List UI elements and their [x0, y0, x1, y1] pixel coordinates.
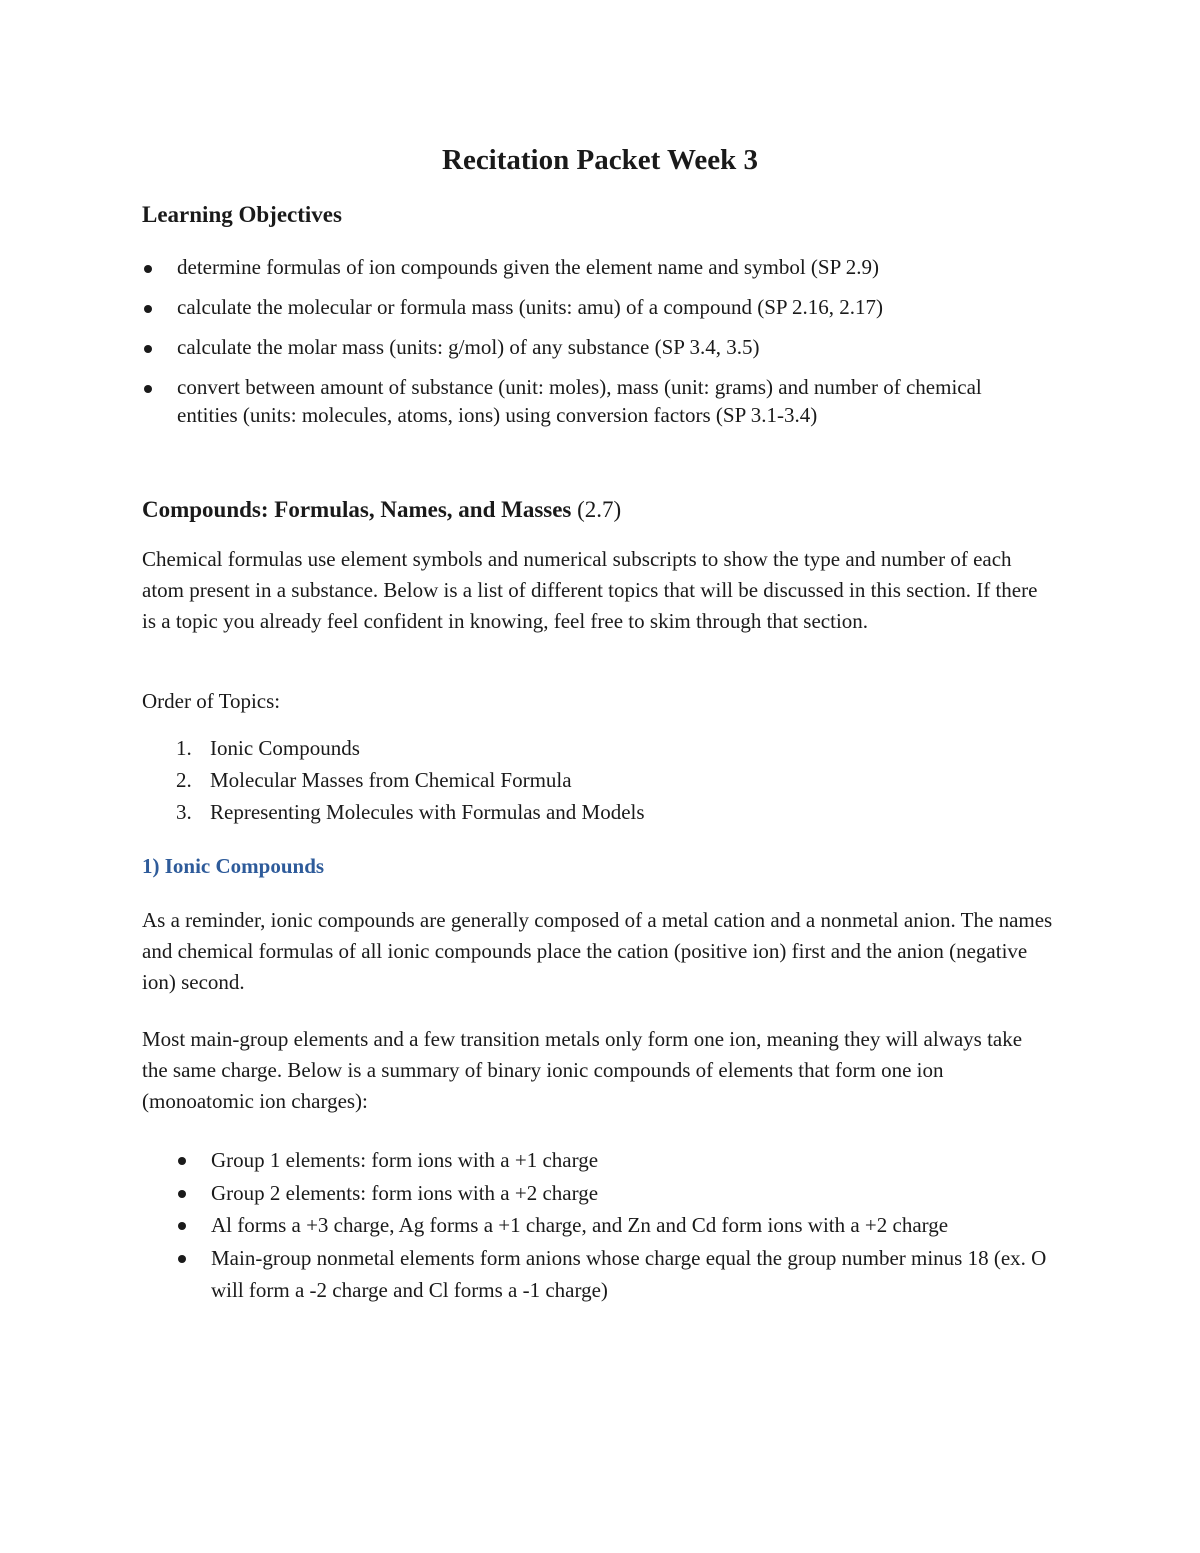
- topics-list: [176, 732, 1010, 828]
- ionic-paragraph-1: As a reminder, ionic compounds are generally composed of a metal cation and a nonmetal anion. The names and chemical formulas of all ionic compounds place the cation (positive ion) first and the anion (negative ion) second.: [142, 908, 1053, 994]
- bullet-icon: [178, 1190, 186, 1198]
- list-item: 1. Ionic Compounds: [176, 736, 360, 760]
- learning-objectives-list: [177, 253, 1027, 429]
- list-item: 3. Representing Molecules with Formulas and Models: [176, 800, 645, 824]
- list-item: Main-group nonmetal elements form anions whose charge equal the group number minus 18 (ex. O will form a -2 charge and Cl forms a -1 charge): [211, 1242, 1061, 1307]
- bullet-icon: [144, 345, 152, 353]
- list-item: convert between amount of substance (unit: moles), mass (unit: grams) and number of chemical entities (units: molecules, atoms, ions) using conversion factors (SP 3.1-3.4): [177, 373, 1027, 429]
- list-item: calculate the molecular or formula mass (units: amu) of a compound (SP 2.16, 2.17): [177, 293, 1027, 321]
- compounds-intro: Chemical formulas use element symbols and numerical subscripts to show the type and number of each atom present in a substance. Below is a list of different topics that will be discussed in this section. If there is a topic you already feel confident in knowing, feel free to skim through that section.: [142, 547, 1038, 633]
- ionic-compounds-heading: 1) Ionic Compounds: [142, 854, 325, 878]
- ion-charge-list: [211, 1144, 1061, 1307]
- list-item: determine formulas of ion compounds given the element name and symbol (SP 2.9): [177, 253, 1027, 281]
- bullet-icon: [178, 1222, 186, 1230]
- ionic-paragraph-2: Most main-group elements and a few transition metals only form one ion, meaning they will always take the same charge. Below is a summary of binary ionic compounds of elements that form one ion (monoatomic ion charges):: [142, 1027, 1023, 1113]
- bullet-icon: [144, 305, 152, 313]
- bullet-icon: [178, 1157, 186, 1165]
- list-item: Group 1 elements: form ions with a +1 charge: [211, 1144, 1061, 1177]
- list-item: 2. Molecular Masses from Chemical Formula: [176, 768, 572, 792]
- learning-objectives-heading: Learning Objectives: [142, 202, 342, 227]
- bullet-icon: [178, 1255, 186, 1263]
- bullet-icon: [144, 265, 152, 273]
- list-item: calculate the molar mass (units: g/mol) of any substance (SP 3.4, 3.5): [177, 333, 1027, 361]
- compounds-heading: Compounds: Formulas, Names, and Masses (2.7): [142, 497, 622, 522]
- list-item: Al forms a +3 charge, Ag forms a +1 charge, and Zn and Cd form ions with a +2 charge: [211, 1209, 1061, 1242]
- section-reference: (2.7): [577, 497, 622, 522]
- order-of-topics-label: Order of Topics:: [142, 689, 281, 713]
- list-item: Group 2 elements: form ions with a +2 charge: [211, 1177, 1061, 1210]
- page-title: Recitation Packet Week 3: [442, 144, 758, 176]
- bullet-icon: [144, 385, 152, 393]
